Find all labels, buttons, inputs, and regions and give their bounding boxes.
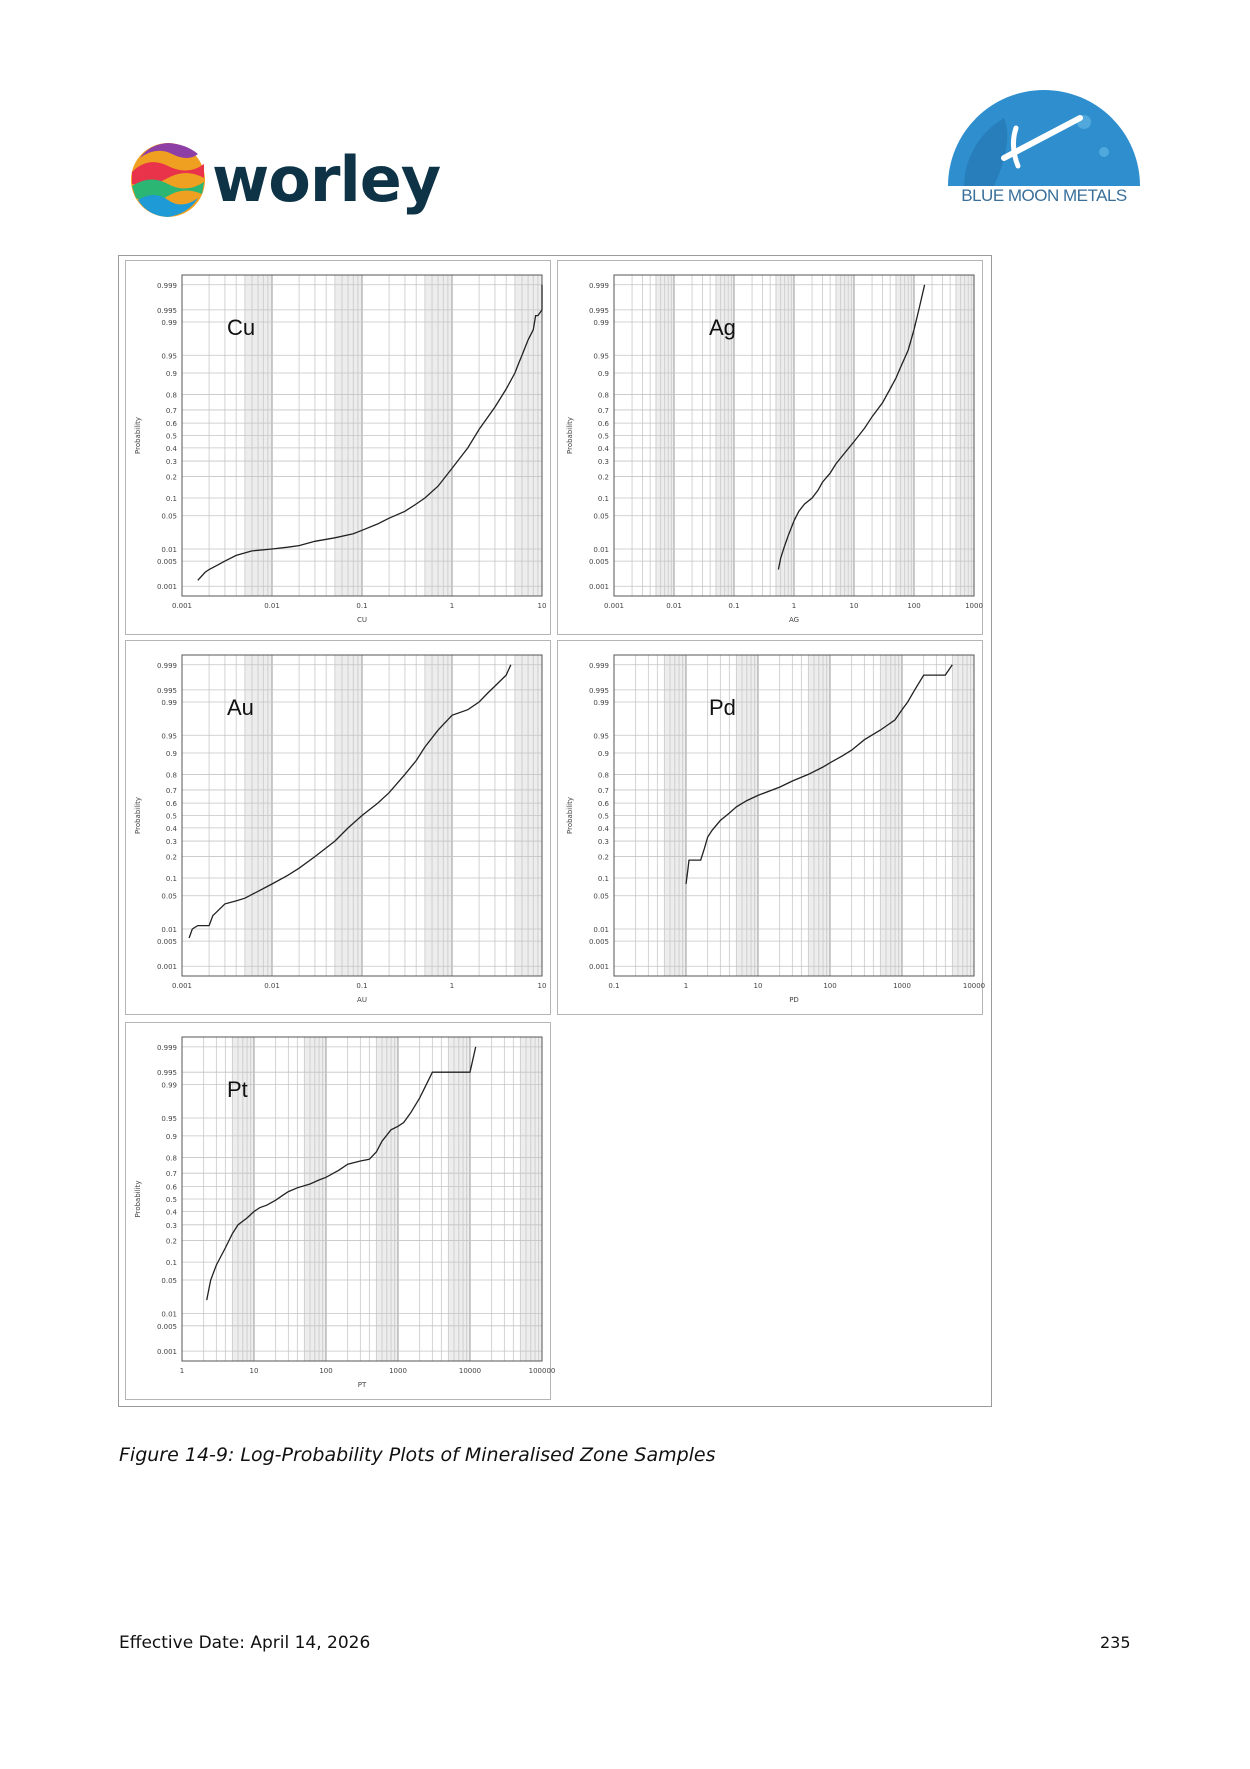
element-label: Ag xyxy=(709,315,736,340)
y-tick-label: 0.3 xyxy=(165,838,177,847)
au-log-probability-chart xyxy=(126,641,552,1016)
y-tick-label: 0.1 xyxy=(165,495,177,504)
y-tick-label: 0.005 xyxy=(156,1322,177,1331)
y-tick-label: 0.7 xyxy=(597,406,609,415)
x-tick-label: 1 xyxy=(449,602,455,610)
y-tick-label: 0.5 xyxy=(165,1196,177,1204)
y-tick-label: 0.8 xyxy=(165,771,177,780)
y-tick-label: 0.6 xyxy=(597,420,609,429)
blue-moon-metals-wordmark: BLUE MOON METALS xyxy=(961,186,1127,205)
blue-moon-metals-logo xyxy=(944,82,1144,212)
y-tick-label: 0.05 xyxy=(593,892,609,901)
y-tick-label: 0.7 xyxy=(597,786,609,795)
x-tick-label: 10 xyxy=(849,602,859,610)
y-tick-label: 0.9 xyxy=(165,749,177,758)
x-tick-label: 0.1 xyxy=(608,982,620,990)
y-tick-label: 0.4 xyxy=(165,444,177,453)
y-tick-label: 0.999 xyxy=(588,281,609,290)
y-tick-label: 0.005 xyxy=(156,558,177,567)
gridlines xyxy=(614,275,974,596)
element-label: Pt xyxy=(227,1077,248,1102)
y-tick-label: 0.4 xyxy=(165,1208,177,1217)
y-tick-label: 0.8 xyxy=(165,1154,177,1163)
figure-frame xyxy=(118,255,992,1407)
y-tick-label: 0.001 xyxy=(156,583,177,592)
y-tick-label: 0.999 xyxy=(156,661,177,670)
y-tick-label: 0.4 xyxy=(597,824,609,833)
chart-panel-pt xyxy=(125,1022,556,1400)
y-tick-label: 0.995 xyxy=(156,306,177,315)
y-tick-label: 0.9 xyxy=(597,369,609,378)
x-axis-label: AU xyxy=(357,996,367,1004)
x-tick-label: 100000 xyxy=(528,1367,556,1375)
x-tick-label: 1000 xyxy=(893,982,911,990)
y-tick-label: 0.6 xyxy=(165,420,177,429)
y-tick-label: 0.05 xyxy=(161,512,177,521)
footer-effective-date: Effective Date: April 14, 2026 xyxy=(119,1633,371,1653)
y-tick-label: 0.995 xyxy=(588,306,609,315)
x-tick-label: 1 xyxy=(449,982,455,990)
y-tick-label: 0.6 xyxy=(597,800,609,809)
y-tick-label: 0.1 xyxy=(165,875,177,884)
y-tick-label: 0.2 xyxy=(165,1237,177,1246)
y-tick-label: 0.7 xyxy=(165,1170,177,1179)
x-tick-label: 10 xyxy=(753,982,763,990)
y-tick-label: 0.8 xyxy=(165,391,177,400)
x-tick-label: 0.01 xyxy=(666,602,682,610)
y-tick-label: 0.9 xyxy=(165,369,177,378)
x-tick-label: 0.01 xyxy=(264,602,280,610)
y-tick-label: 0.1 xyxy=(165,1259,177,1268)
y-tick-label: 0.5 xyxy=(597,812,609,821)
x-tick-label: 10 xyxy=(537,602,547,610)
figure-caption: Figure 14-9: Log-Probability Plots of Mineralised Zone Samples xyxy=(119,1444,716,1466)
y-tick-label: 0.01 xyxy=(161,1310,177,1319)
x-tick-label: 0.01 xyxy=(264,982,280,990)
y-tick-label: 0.05 xyxy=(593,512,609,521)
x-tick-label: 1000 xyxy=(965,602,983,610)
y-tick-label: 0.99 xyxy=(593,699,609,708)
y-tick-label: 0.95 xyxy=(161,732,177,741)
y-tick-label: 0.7 xyxy=(165,406,177,415)
y-tick-label: 0.3 xyxy=(165,1221,177,1230)
pd-log-probability-chart xyxy=(558,641,984,1016)
y-tick-label: 0.001 xyxy=(588,583,609,592)
y-tick-label: 0.995 xyxy=(156,686,177,695)
y-tick-label: 0.99 xyxy=(161,1081,177,1090)
y-tick-label: 0.4 xyxy=(597,444,609,453)
y-axis-label: Probability xyxy=(134,796,142,835)
y-tick-label: 0.995 xyxy=(156,1069,177,1078)
chart-panel-ag xyxy=(557,260,983,635)
y-tick-label: 0.5 xyxy=(597,432,609,441)
x-tick-label: 1 xyxy=(683,982,689,990)
y-tick-label: 0.99 xyxy=(161,319,177,328)
x-tick-label: 0.001 xyxy=(171,602,193,610)
chart-panel-pd xyxy=(557,640,986,1015)
x-tick-label: 0.001 xyxy=(603,602,625,610)
y-tick-label: 0.01 xyxy=(161,545,177,554)
worley-wordmark: worley xyxy=(212,143,441,216)
y-tick-label: 0.001 xyxy=(156,963,177,972)
y-axis-label: Probability xyxy=(566,796,574,835)
moon-pickaxe-icon xyxy=(944,82,1144,186)
y-axis-label: Probability xyxy=(566,416,574,455)
y-tick-label: 0.01 xyxy=(161,925,177,934)
y-tick-label: 0.005 xyxy=(588,938,609,947)
x-tick-label: 10 xyxy=(249,1367,259,1375)
y-tick-label: 0.3 xyxy=(597,838,609,847)
x-tick-label: 10 xyxy=(537,982,547,990)
y-tick-label: 0.01 xyxy=(593,925,609,934)
y-tick-label: 0.95 xyxy=(161,1115,177,1124)
x-axis-label: AG xyxy=(788,616,800,624)
ag-log-probability-chart xyxy=(558,261,984,636)
page-number: 235 xyxy=(1100,1633,1131,1652)
y-tick-label: 0.6 xyxy=(165,1183,177,1192)
y-tick-label: 0.1 xyxy=(597,875,609,884)
x-tick-label: 1 xyxy=(179,1367,185,1375)
y-tick-label: 0.05 xyxy=(161,1276,177,1285)
x-tick-label: 0.1 xyxy=(728,602,740,610)
y-tick-label: 0.001 xyxy=(588,963,609,972)
y-tick-label: 0.999 xyxy=(588,661,609,670)
x-tick-label: 1000 xyxy=(389,1367,407,1375)
y-tick-label: 0.2 xyxy=(597,853,609,862)
y-tick-label: 0.2 xyxy=(165,473,177,482)
x-tick-label: 10000 xyxy=(458,1367,482,1375)
y-tick-label: 0.3 xyxy=(597,458,609,467)
y-tick-label: 0.999 xyxy=(156,281,177,290)
x-tick-label: 100 xyxy=(907,602,921,610)
x-tick-label: 1 xyxy=(791,602,797,610)
y-tick-label: 0.3 xyxy=(165,458,177,467)
y-tick-label: 0.2 xyxy=(597,473,609,482)
y-tick-label: 0.05 xyxy=(161,892,177,901)
y-tick-label: 0.9 xyxy=(597,749,609,758)
worley-logo xyxy=(128,138,468,228)
x-axis-label: PT xyxy=(357,1381,367,1389)
y-tick-label: 0.2 xyxy=(165,853,177,862)
y-tick-label: 0.95 xyxy=(593,352,609,361)
x-tick-label: 0.1 xyxy=(356,982,368,990)
pt-log-probability-chart xyxy=(126,1023,556,1401)
y-tick-label: 0.999 xyxy=(156,1043,177,1052)
y-tick-label: 0.99 xyxy=(161,699,177,708)
y-tick-label: 0.5 xyxy=(165,432,177,441)
x-tick-label: 10000 xyxy=(962,982,986,990)
x-tick-label: 100 xyxy=(823,982,837,990)
chart-panel-au xyxy=(125,640,551,1015)
y-tick-label: 0.8 xyxy=(597,391,609,400)
y-tick-label: 0.95 xyxy=(161,352,177,361)
element-label: Au xyxy=(227,695,254,720)
y-tick-label: 0.99 xyxy=(593,319,609,328)
y-axis-label: Probability xyxy=(134,1180,142,1218)
x-axis-label: CU xyxy=(356,616,368,624)
y-tick-label: 0.005 xyxy=(156,938,177,947)
x-tick-label: 0.001 xyxy=(171,982,193,990)
chart-panel-cu xyxy=(125,260,551,635)
y-tick-label: 0.8 xyxy=(597,771,609,780)
y-tick-label: 0.4 xyxy=(165,824,177,833)
y-tick-label: 0.95 xyxy=(593,732,609,741)
element-label: Pd xyxy=(709,695,736,720)
y-tick-label: 0.6 xyxy=(165,800,177,809)
y-tick-label: 0.1 xyxy=(597,495,609,504)
y-tick-label: 0.7 xyxy=(165,786,177,795)
y-tick-label: 0.005 xyxy=(588,558,609,567)
element-label: Cu xyxy=(227,315,256,340)
y-tick-label: 0.001 xyxy=(156,1348,177,1357)
y-axis-label: Probability xyxy=(134,416,142,455)
x-axis-label: PD xyxy=(789,996,799,1004)
y-tick-label: 0.9 xyxy=(165,1132,177,1141)
y-tick-label: 0.01 xyxy=(593,545,609,554)
y-tick-label: 0.995 xyxy=(588,686,609,695)
x-tick-label: 100 xyxy=(319,1367,333,1375)
worley-swirl-icon xyxy=(128,138,208,222)
x-tick-label: 0.1 xyxy=(356,602,368,610)
cu-log-probability-chart xyxy=(126,261,552,636)
y-tick-label: 0.5 xyxy=(165,812,177,821)
